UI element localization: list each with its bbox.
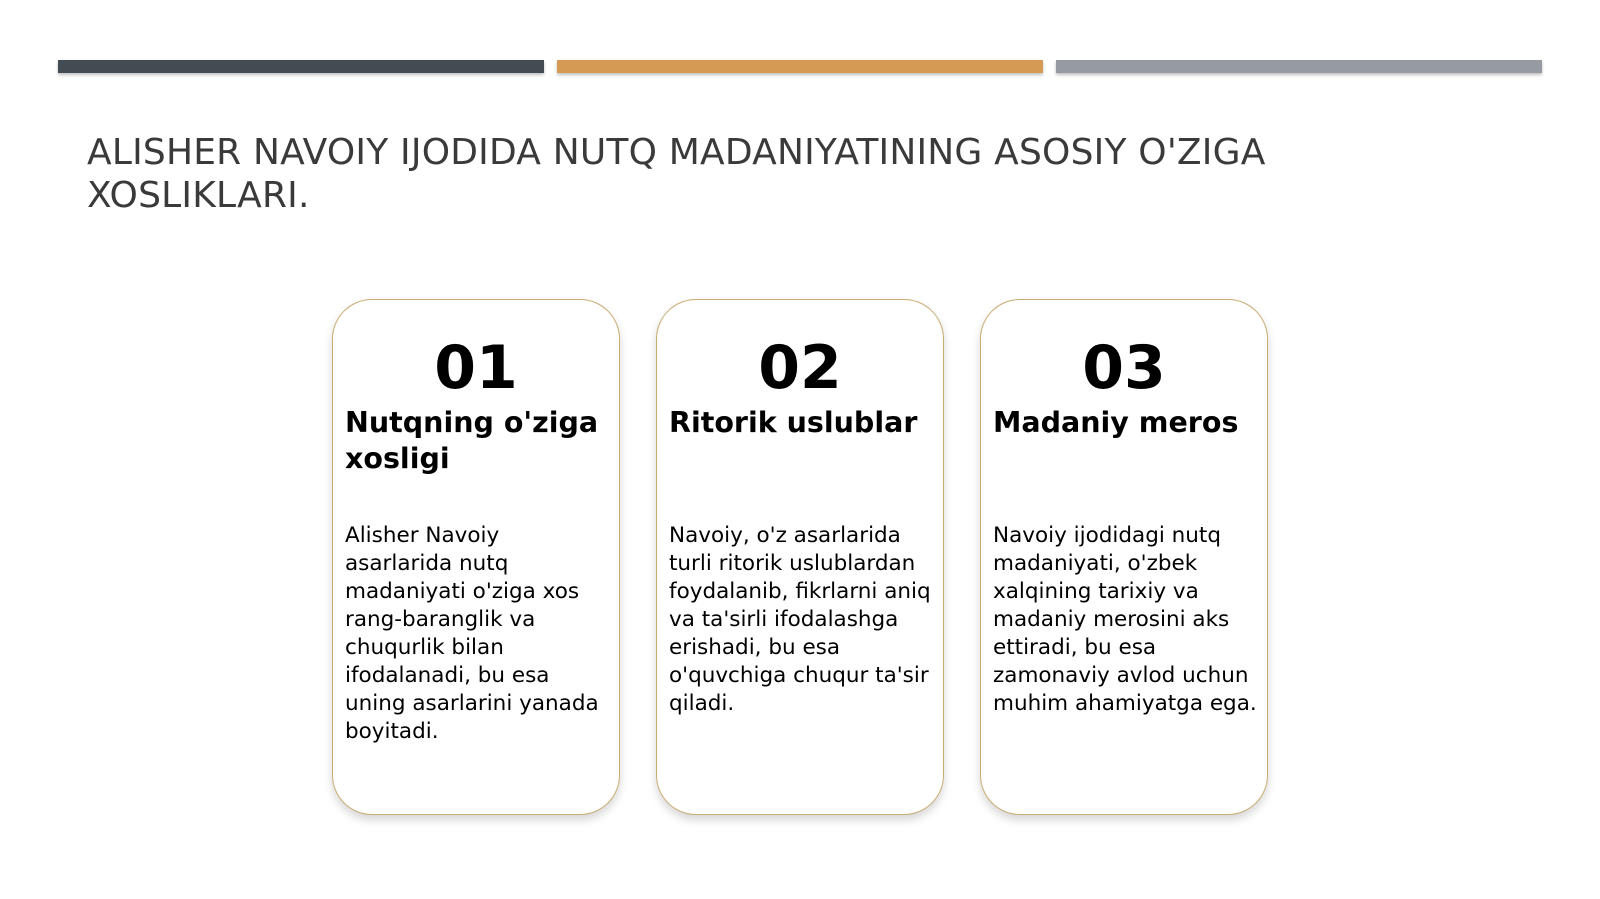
- card-description: Navoiy, o'z asarlarida turli ritorik uslublardan foydalanib, fikrlarni aniq va ta'sirli ifodalashga erishadi, bu esa o'quvchiga chuqur ta'sir qiladi.: [669, 523, 931, 716]
- card-heading: Ritorik uslublar: [669, 406, 918, 439]
- card-number: 02: [758, 333, 842, 403]
- card-01: [332, 299, 620, 815]
- card-03: [980, 299, 1268, 815]
- accent-bar-gray: [1056, 60, 1542, 73]
- slide-title: ALISHER NAVOIY IJODIDA NUTQ MADANIYATINING ASOSIY O'ZIGA XOSLIKLARI.: [87, 132, 1266, 216]
- accent-bar-dark: [58, 60, 544, 73]
- card-description: Navoiy ijodidagi nutq madaniyati, o'zbek xalqining tarixiy va madaniy merosini aks ettiradi, bu esa zamonaviy avlod uchun muhim ahamiyatga ega.: [993, 523, 1257, 716]
- card-heading: Madaniy meros: [993, 406, 1239, 439]
- card-02: [656, 299, 944, 815]
- card-number: 01: [434, 333, 518, 403]
- card-description: Alisher Navoiy asarlarida nutq madaniyati o'ziga xos rang-baranglik va chuqurlik bilan ifodalanadi, bu esa uning asarlarini yanada boyitadi.: [345, 523, 599, 744]
- card-heading: Nutqning o'ziga xosligi: [345, 406, 599, 475]
- card-number: 03: [1082, 333, 1166, 403]
- accent-bar-orange: [557, 60, 1043, 73]
